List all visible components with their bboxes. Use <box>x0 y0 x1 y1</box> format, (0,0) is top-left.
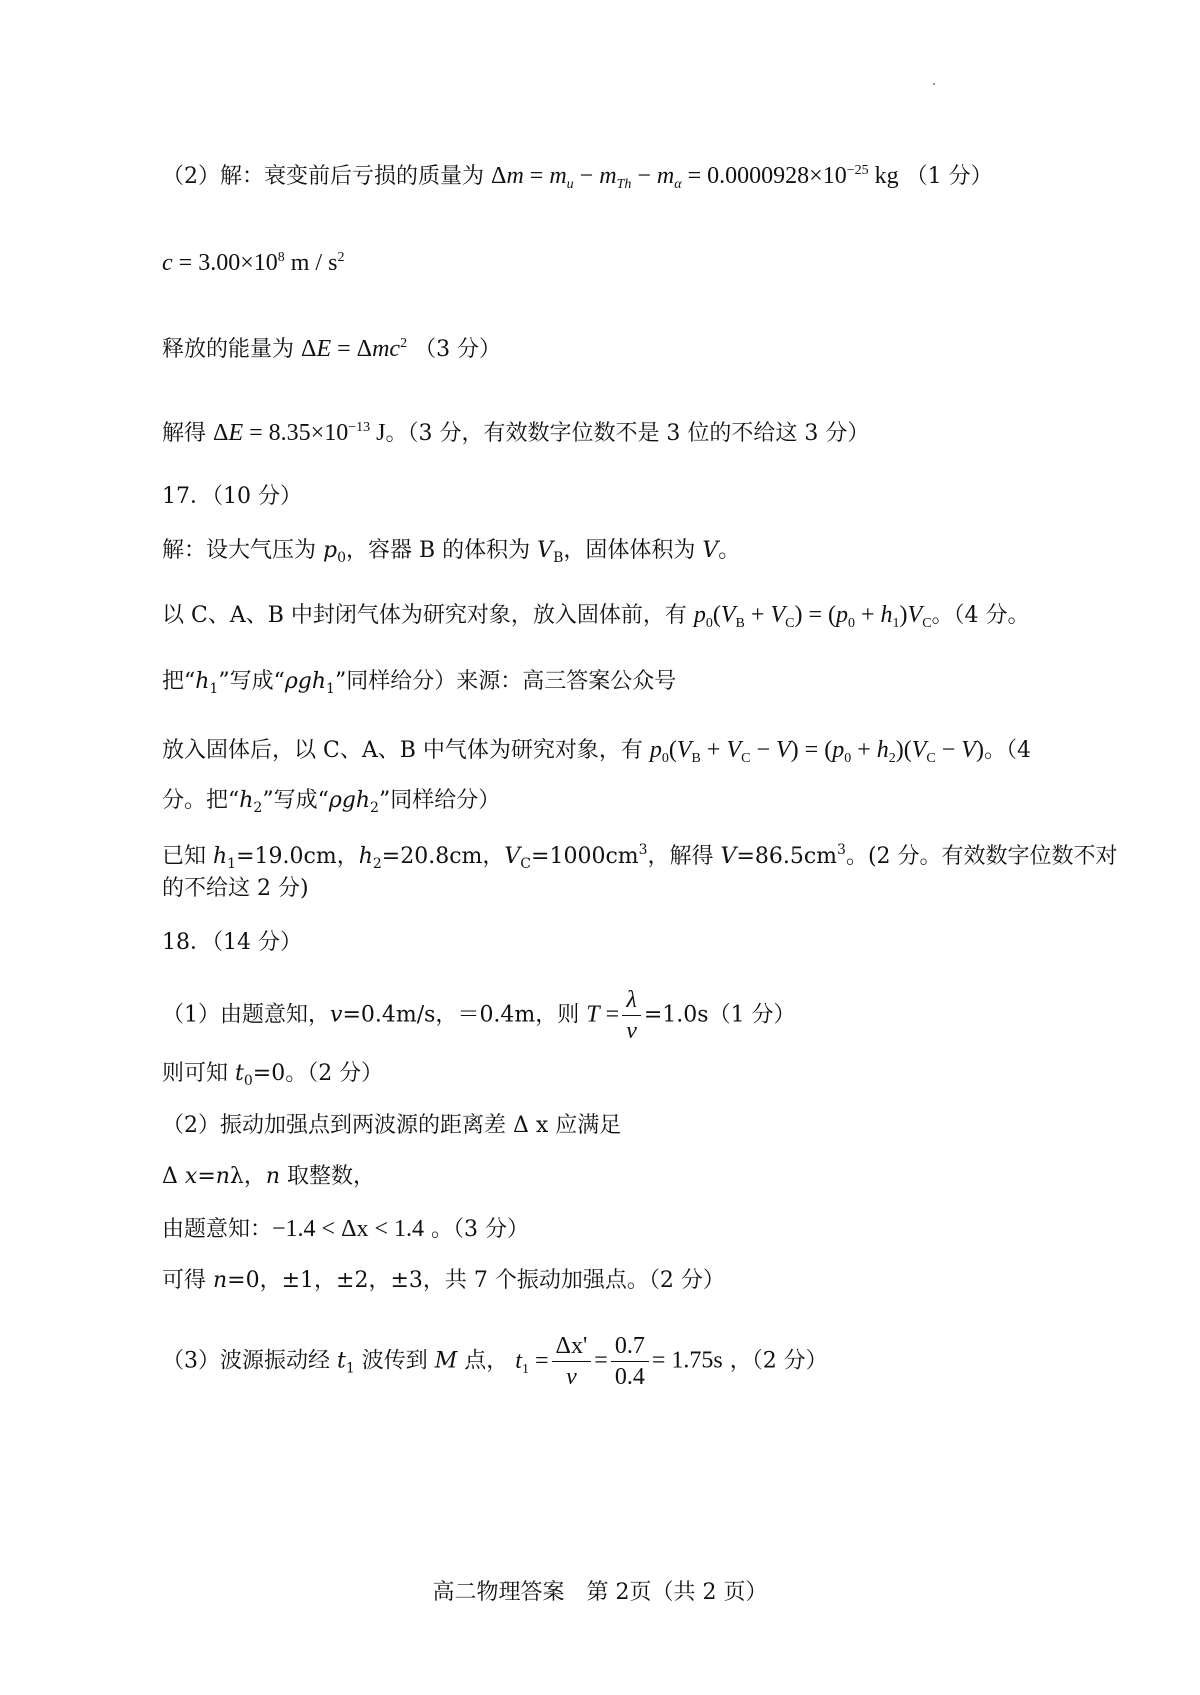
before-equation: $p_0(V_B + V_C) = (p_0 + h_1)V_C$ <box>693 602 932 631</box>
known-a: 已知 <box>162 844 213 869</box>
result-tail: 。（3 分，有效数字位数不是 3 位的不给这 3 分） <box>385 421 870 446</box>
part3-tail: ，（2 分） <box>722 1348 828 1374</box>
speed-value: =0.4m/s， <box>342 1002 458 1028</box>
before-tail: 。（4 分。 <box>931 603 1030 628</box>
h2-value: =20.8cm， <box>381 844 505 869</box>
energy-formula-line <box>162 334 501 365</box>
energy-result-line <box>162 418 869 449</box>
q18-header: 18．（14 分） <box>162 930 302 955</box>
mass-defect-line <box>162 161 993 192</box>
lambda-text: λ， <box>229 1164 266 1189</box>
light-speed-exponent: 8 <box>277 250 285 265</box>
q18-part3-line: （3）波源振动经 $t_1$ 波传到 M 点， $t_1$ = $\frac{\Delta x'}{v}$ = $\frac{0.7}{0.4}$ = 1.75s ，（2 分） <box>162 1333 828 1390</box>
mass-unit: kg <box>868 163 899 189</box>
mass-defect-exponent: −25 <box>846 163 869 178</box>
time-num-2: 0.7 <box>611 1331 649 1362</box>
setup-text-c: ，固体体积为 <box>563 538 703 563</box>
light-speed-value: 3.00×10 <box>198 250 278 276</box>
integer-note: 取整数， <box>280 1164 376 1189</box>
energy-equation: ΔE = Δmc$^2$ <box>301 336 408 362</box>
note2-a: 分。把“ <box>162 788 240 813</box>
setup-text-a: 解：设大气压为 <box>162 538 323 563</box>
time-fraction-2 <box>611 1331 649 1392</box>
energy-lead: 释放的能量为 <box>162 337 301 362</box>
q17-header: 17．（10 分） <box>162 484 302 509</box>
period-fraction: $\frac{\lambda}{v}$ <box>622 985 641 1046</box>
q17-setup-line: 解：设大气压为 $p_0$，容器 B 的体积为 $V_B$，固体体积为 V。 <box>162 538 741 566</box>
q18-part2-line: （2）振动加强点到两波源的距离差 Δ x 应满足 <box>162 1113 622 1138</box>
part1-lead: （1）由题意知， <box>162 1002 330 1028</box>
result-value: 8.35×10 <box>268 420 349 446</box>
part1-score: （1 分） <box>708 1002 796 1028</box>
range-inequality: −1.4 < Δx < 1.4 <box>272 1216 425 1242</box>
part3-lead: （3）波源振动经 <box>162 1348 337 1374</box>
t0-tail: =0。（2 分） <box>252 1061 384 1086</box>
v-value: =86.5cm <box>736 844 838 869</box>
q17-known-line: 已知 $h_1=19.0cm$，$h_2=20.8cm$，$V_C=1000cm^3$，解得 $V=86.5cm^3$。(2 分。有效数字位数不对 <box>162 842 1118 872</box>
q17-after-line <box>162 735 1031 766</box>
after-lead: 放入固体后，以 C、A、B 中气体为研究对象，有 <box>162 738 650 763</box>
time-den-2: 0.4 <box>614 1364 645 1390</box>
count-tail: =0，±1，±2，±3，共 7 个振动加强点。（2 分） <box>227 1268 725 1293</box>
delta-symbol: Δ <box>162 1164 185 1189</box>
q18-part1-line: （1）由题意知，v=0.4m/s，＝0.4m，则 T = $\frac{\lambda}{v}$ =1.0s（1 分） <box>162 987 796 1044</box>
mass-defect-score: （1 分） <box>905 164 993 189</box>
speck <box>933 83 935 85</box>
t0-lead: 则可知 <box>162 1061 235 1086</box>
mass-defect-value: 0.0000928 <box>707 163 810 189</box>
result-unit: J <box>370 420 386 446</box>
note1-c: ”同样给分）来源：高三答案公众号 <box>334 669 677 694</box>
setup-text-b: ，容器 B 的体积为 <box>346 538 538 563</box>
p0-symbol: p <box>323 538 338 563</box>
q18-range-line <box>162 1214 529 1245</box>
q17-note2-line: 分。把“$h_2$”写成“ρgh$_2$”同样给分） <box>162 788 501 816</box>
setup-text-d: 。 <box>718 538 741 563</box>
result-lead: 解得 <box>162 421 213 446</box>
note1-b: ”写成“ <box>218 669 285 694</box>
known-c: 。(2 分。有效数字位数不对 <box>845 844 1118 869</box>
light-speed-unit: m / s <box>284 250 338 276</box>
light-speed-line: $c = 3.00\times 10^8$ m / $s^2$ <box>162 250 345 276</box>
q17-known-line-2: 的不给这 2 分) <box>162 876 309 901</box>
note1-a: 把“ <box>162 669 196 694</box>
result-exponent: −13 <box>348 420 371 435</box>
note2-c: ”同样给分） <box>378 788 501 813</box>
count-lead: 可得 <box>162 1268 213 1293</box>
time-num-1: Δx' <box>552 1331 592 1362</box>
vc-value: =1000cm <box>531 844 639 869</box>
range-lead: 由题意知： <box>162 1217 273 1242</box>
after-equation: $p_0(V_B + V_C - V) = (p_0 + h_2)(V_C - V)$ <box>649 737 984 766</box>
before-lead: 以 C、A、B 中封闭气体为研究对象，放入固体前，有 <box>162 603 694 628</box>
q17-note1-line: 把“$h_1$”写成“ρgh$_1$”同样给分）来源：高三答案公众号 <box>162 669 677 697</box>
range-tail: 。（3 分） <box>424 1217 530 1242</box>
wavelength-value: ＝0.4m，则 <box>457 1002 587 1028</box>
equals-sign: = <box>197 1164 216 1189</box>
energy-score: （3 分） <box>414 337 502 362</box>
light-speed-unit-exponent: 2 <box>337 250 345 265</box>
known-b: ，解得 <box>647 844 721 869</box>
q18-t0-line: 则可知 $t_0=0$。（2 分） <box>162 1061 384 1089</box>
q17-before-line <box>162 600 1030 631</box>
note2-b: ”写成“ <box>262 788 329 813</box>
time-result: = 1.75s <box>651 1347 723 1374</box>
mass-defect-lead: （2）解：衰变前后亏损的质量为 <box>162 164 484 189</box>
after-tail: 。（4 <box>983 738 1031 763</box>
page-footer: 高二物理答案 第 2页（共 2 页） <box>432 1580 768 1605</box>
q18-path-diff-line: Δ x=nλ，n 取整数， <box>162 1164 376 1189</box>
h1-value: =19.0cm， <box>236 844 359 869</box>
period-result: =1.0s <box>643 1002 709 1028</box>
result-equation: $\Delta E = 8.35\times 10^{-13}$ J <box>213 420 386 446</box>
mass-defect-equation: $\Delta m = m_u - m_{Th} - m_\alpha = 0.0000928\times 10^{-25}$ kg <box>491 163 899 192</box>
time-fraction-1: $\frac{\Delta x'}{v}$ <box>552 1331 592 1392</box>
part3-mid: 波传到 <box>354 1348 435 1374</box>
q18-count-line: 可得 n=0，±1，±2，±3，共 7 个振动加强点。（2 分） <box>162 1268 725 1293</box>
